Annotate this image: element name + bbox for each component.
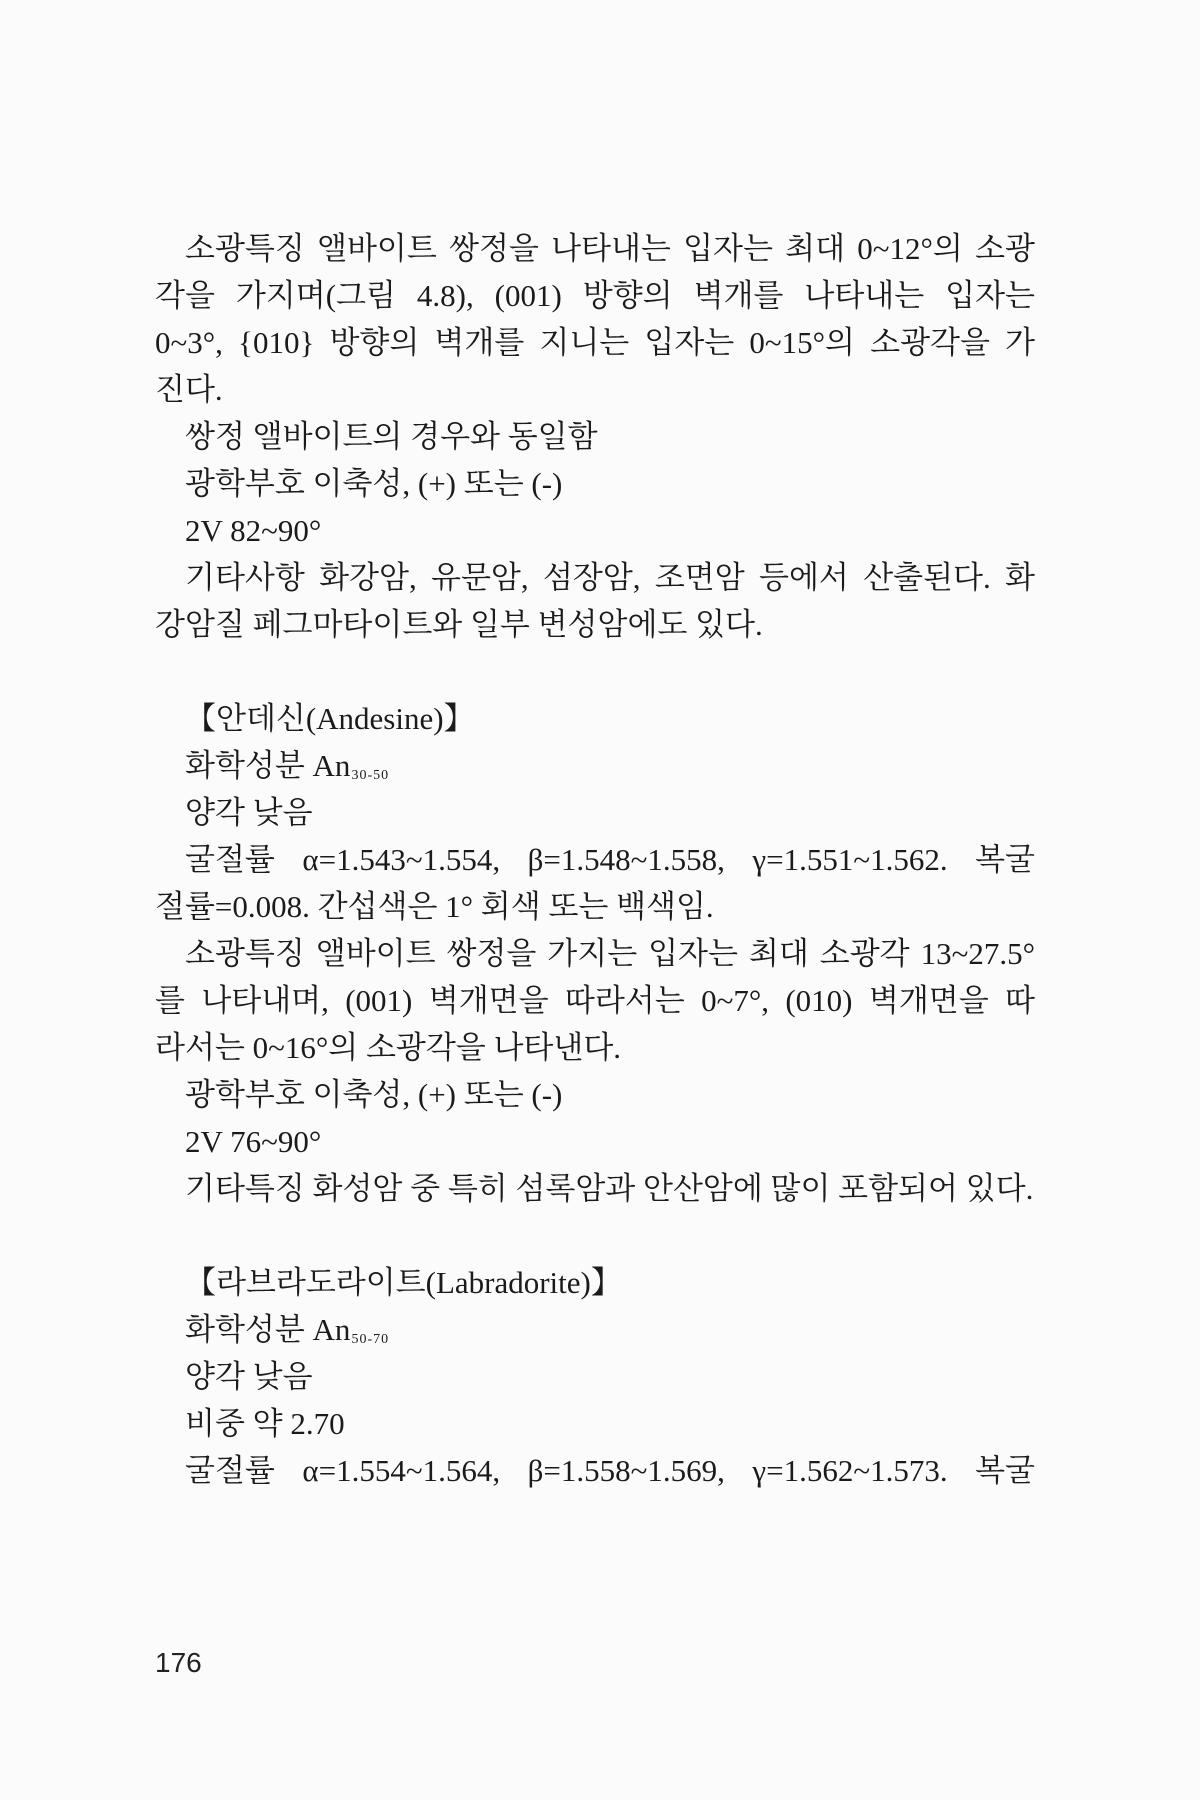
- optic-sign-line: 광학부호 이축성, (+) 또는 (-): [185, 466, 563, 501]
- optic-sign-line: 광학부호 이축성, (+) 또는 (-): [185, 1077, 563, 1112]
- composition-subscript: 50-70: [351, 1332, 390, 1347]
- paragraph-line: 0~3°, {010} 방향의 벽개를 지니는 입자는 0~15°의 소광각을 가: [155, 325, 1035, 360]
- refractive-index-line: 굴절률 α=1.543~1.554, β=1.548~1.558, γ=1.551~1.562. 복굴: [185, 842, 1035, 877]
- paragraph-line: 소광특징 앨바이트 쌍정을 나타내는 입자는 최대 0~12°의 소광: [185, 231, 1035, 266]
- extinction-line: 소광특징 앨바이트 쌍정을 가지는 입자는 최대 소광각 13~27.5°: [185, 936, 1035, 971]
- other-line: 기타사항 화강암, 유문암, 섬장암, 조면암 등에서 산출된다. 화: [185, 560, 1035, 595]
- composition-label: 화학성분: [185, 748, 305, 783]
- section-heading-labradorite: 【라브라도라이트(Labradorite)】: [185, 1265, 622, 1300]
- paragraph-line: 각을 가지며(그림 4.8), (001) 방향의 벽개를 나타내는 입자는: [155, 278, 1035, 313]
- composition-label: 화학성분: [185, 1312, 305, 1347]
- other-line: 강암질 페그마타이트와 일부 변성암에도 있다.: [155, 607, 763, 642]
- composition-formula: $An_{30-50}$: [312, 748, 390, 783]
- refractive-index-line: 절률=0.008. 간섭색은 1° 회색 또는 백색임.: [155, 889, 714, 924]
- composition-formula: $An_{50-70}$: [312, 1312, 390, 1347]
- twov-line: 2V 76~90°: [185, 1124, 322, 1159]
- composition-subscript: 30-50: [351, 768, 390, 783]
- composition-line: [185, 747, 389, 785]
- twin-line: 쌍정 앨바이트의 경우와 동일함: [185, 419, 598, 454]
- refractive-index-line: 굴절률 α=1.554~1.564, β=1.558~1.569, γ=1.562~1.573. 복굴: [185, 1453, 1035, 1488]
- composition-line: [185, 1311, 389, 1349]
- relief-line: 양각 낮음: [185, 795, 313, 830]
- extinction-line: 라서는 0~16°의 소광각을 나타낸다.: [155, 1030, 622, 1065]
- section-heading-andesine: 【안데신(Andesine)】: [185, 701, 475, 736]
- extinction-line: 를 나타내며, (001) 벽개면을 따라서는 0~7°, (010) 벽개면을 따: [155, 983, 1035, 1018]
- relief-line: 양각 낮음: [185, 1359, 313, 1394]
- twov-line: 2V 82~90°: [185, 513, 322, 548]
- paragraph-line: 진다.: [155, 372, 223, 407]
- specific-gravity-line: 비중 약 2.70: [185, 1406, 345, 1441]
- page-number: 176: [155, 1647, 202, 1678]
- other-line: 기타특징 화성암 중 특히 섬록암과 안산암에 많이 포함되어 있다.: [185, 1171, 1034, 1206]
